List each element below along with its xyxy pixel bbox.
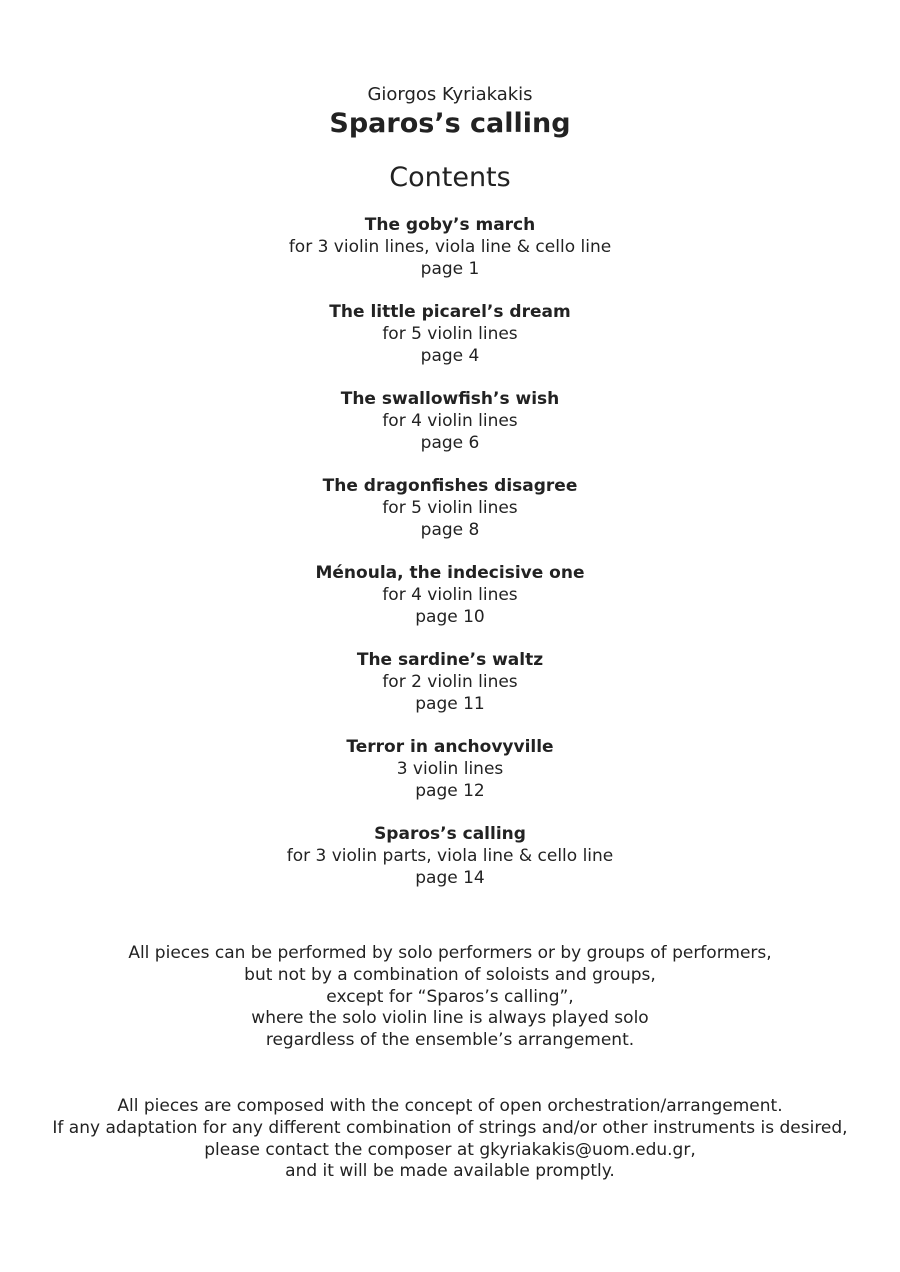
note-line: but not by a combination of soloists and groups, xyxy=(244,964,656,985)
piece-page-number: page 11 xyxy=(415,694,485,714)
orchestration-note xyxy=(0,1096,900,1183)
performers-note xyxy=(0,943,900,1052)
piece-title: Ménoula, the indecisive one xyxy=(315,563,585,583)
piece-page-number: page 12 xyxy=(415,781,485,801)
piece-title: The little picarel’s dream xyxy=(329,302,571,322)
note-line: and it will be made available promptly. xyxy=(285,1161,615,1182)
work-title: Sparos’s calling xyxy=(329,108,571,139)
piece-instrumentation: for 3 violin parts, viola line & cello line xyxy=(286,846,614,866)
note-line: where the solo violin line is always played solo xyxy=(251,1008,649,1029)
piece-instrumentation: for 5 violin lines xyxy=(382,498,518,518)
piece-page-number: page 4 xyxy=(420,346,480,366)
piece-page-number: page 6 xyxy=(420,433,480,453)
note-line: except for “Sparos’s calling”, xyxy=(326,986,574,1007)
piece-page-number: page 8 xyxy=(420,520,480,540)
table-of-contents xyxy=(0,214,900,910)
piece-title: The goby’s march xyxy=(364,215,536,235)
piece-instrumentation: for 3 violin lines, viola line & cello line xyxy=(288,237,612,257)
toc-entry xyxy=(0,736,900,823)
note-line: All pieces are composed with the concept of open orchestration/arrangement. xyxy=(117,1096,783,1116)
piece-instrumentation: 3 violin lines xyxy=(396,759,504,779)
toc-entry xyxy=(0,388,900,475)
piece-title: The dragonfishes disagree xyxy=(322,476,578,496)
toc-entry xyxy=(0,562,900,649)
piece-instrumentation: for 5 violin lines xyxy=(382,324,518,344)
piece-title: The sardine’s waltz xyxy=(356,650,544,670)
toc-entry xyxy=(0,649,900,736)
piece-instrumentation: for 4 violin lines xyxy=(382,411,518,431)
piece-instrumentation: for 4 violin lines xyxy=(382,585,518,605)
piece-page-number: page 1 xyxy=(420,259,480,279)
contact-line: please contact the composer at gkyriakakis@uom.edu.gr, xyxy=(204,1139,696,1160)
piece-page-number: page 14 xyxy=(415,868,485,888)
composer-name: Giorgos Kyriakakis xyxy=(367,84,533,105)
note-line: regardless of the ensemble’s arrangement. xyxy=(265,1030,635,1051)
piece-title: Sparos’s calling xyxy=(374,824,526,844)
contents-heading: Contents xyxy=(389,162,511,193)
piece-title: The swallowfish’s wish xyxy=(340,389,560,409)
toc-entry xyxy=(0,214,900,301)
piece-instrumentation: for 2 violin lines xyxy=(382,672,518,692)
note-line: All pieces can be performed by solo performers or by groups of performers, xyxy=(128,943,772,963)
toc-entry xyxy=(0,475,900,562)
piece-title: Terror in anchovyville xyxy=(346,737,554,757)
piece-page-number: page 10 xyxy=(415,607,485,627)
toc-entry xyxy=(0,301,900,388)
note-line: If any adaptation for any different combination of strings and/or other instruments is desired, xyxy=(52,1117,848,1138)
toc-entry xyxy=(0,823,900,910)
